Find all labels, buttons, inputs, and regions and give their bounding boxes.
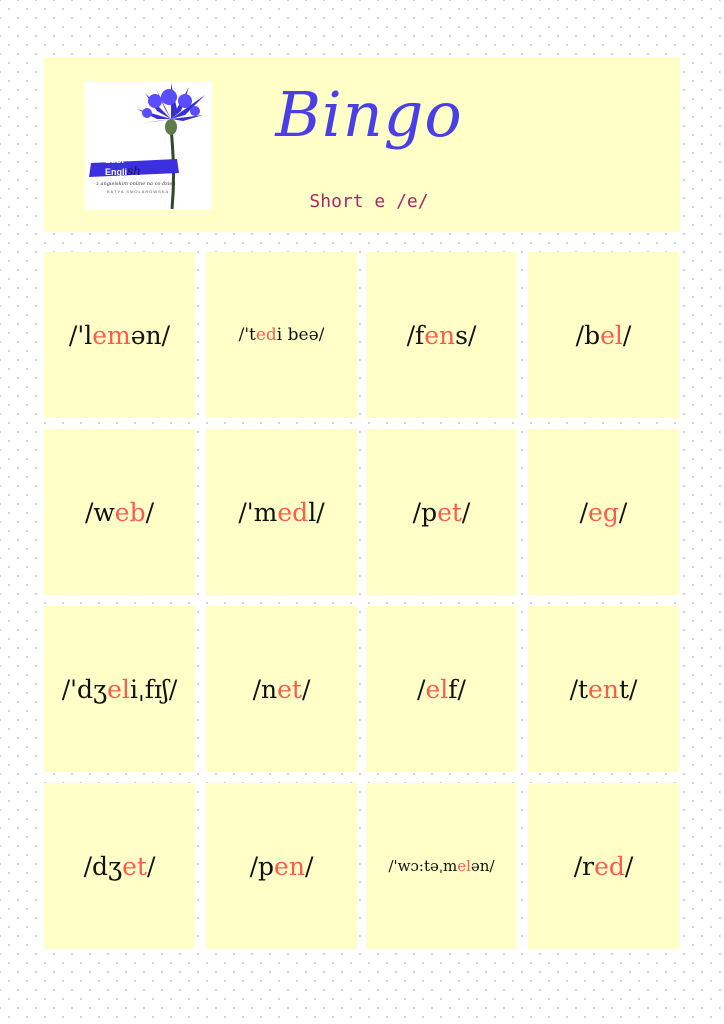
transcription-prefix: /dʒ — [83, 851, 123, 881]
card-transcription — [417, 675, 466, 704]
short-e-highlight: el — [457, 857, 471, 875]
card-transcription — [413, 498, 471, 527]
card-transcription — [576, 321, 632, 350]
transcription-suffix: i beə/ — [276, 325, 325, 345]
card-transcription — [574, 852, 634, 881]
transcription-prefix: /'m — [238, 497, 278, 527]
bingo-card — [44, 783, 195, 949]
transcription-suffix: / — [622, 320, 632, 350]
card-transcription — [85, 498, 154, 527]
short-e-highlight: en — [424, 320, 456, 350]
transcription-suffix: iˌfɪʃ/ — [129, 674, 178, 704]
transcription-suffix: t/ — [618, 674, 638, 704]
card-transcription — [69, 321, 170, 350]
bingo-card — [528, 606, 679, 772]
bingo-card — [206, 606, 357, 772]
transcription-prefix: / — [579, 497, 589, 527]
card-transcription — [570, 675, 638, 704]
card-transcription — [238, 498, 324, 527]
transcription-prefix: /'l — [68, 320, 93, 350]
bingo-card — [44, 429, 195, 595]
bingo-card — [366, 783, 517, 949]
lubienglish-logo — [85, 81, 212, 210]
short-e-highlight: eb — [114, 497, 146, 527]
short-e-highlight: et — [437, 497, 462, 527]
page-subtitle: Short e /e/ — [309, 191, 429, 212]
transcription-suffix: l/ — [308, 497, 325, 527]
short-e-highlight: el — [600, 320, 623, 350]
short-e-highlight: et — [122, 851, 147, 881]
bingo-card — [206, 429, 357, 595]
transcription-prefix: /w — [84, 497, 115, 527]
transcription-prefix: /p — [249, 851, 275, 881]
transcription-prefix: /b — [575, 320, 601, 350]
transcription-prefix: /f — [406, 320, 425, 350]
short-e-highlight: el — [425, 674, 449, 704]
bingo-card — [528, 429, 679, 595]
short-e-highlight: ed — [594, 851, 625, 881]
card-transcription — [84, 852, 156, 881]
transcription-suffix: ən/ — [130, 320, 171, 350]
transcription-suffix: / — [146, 851, 156, 881]
short-e-highlight: en — [588, 674, 619, 704]
page-title: Bingo — [275, 78, 463, 151]
short-e-highlight: ed — [255, 325, 277, 345]
card-transcription — [239, 325, 325, 345]
bingo-header — [44, 57, 680, 232]
transcription-suffix: / — [461, 497, 471, 527]
bingo-card — [366, 252, 517, 418]
card-transcription — [250, 852, 314, 881]
bingo-card — [206, 783, 357, 949]
card-transcription — [407, 321, 477, 350]
transcription-suffix: / — [145, 497, 155, 527]
transcription-suffix: / — [618, 497, 628, 527]
transcription-prefix: /n — [252, 674, 278, 704]
transcription-suffix: ən/ — [470, 857, 495, 875]
bingo-card — [528, 783, 679, 949]
card-transcription — [388, 857, 494, 875]
card-transcription — [62, 675, 178, 704]
transcription-suffix: f/ — [448, 674, 466, 704]
transcription-prefix: /'wɔ:təˌm — [388, 857, 458, 875]
transcription-prefix: /'t — [238, 325, 256, 345]
bingo-card — [44, 252, 195, 418]
bingo-card — [206, 252, 357, 418]
transcription-suffix: / — [624, 851, 634, 881]
transcription-suffix: / — [304, 851, 314, 881]
short-e-highlight: en — [274, 851, 305, 881]
logo-author: KATYA SMOLAROWSKA — [107, 189, 170, 194]
short-e-highlight: em — [92, 320, 131, 350]
transcription-prefix: / — [417, 674, 426, 704]
transcription-prefix: /'dʒ — [61, 674, 108, 704]
bingo-card — [528, 252, 679, 418]
logo-wordmark: Lubi English — [105, 155, 141, 178]
transcription-suffix: / — [301, 674, 311, 704]
short-e-highlight: el — [107, 674, 130, 704]
transcription-prefix: /r — [573, 851, 595, 881]
short-e-highlight: eg — [588, 497, 619, 527]
short-e-highlight: ed — [277, 497, 309, 527]
bingo-card — [366, 606, 517, 772]
bingo-card — [44, 606, 195, 772]
logo-tagline: - z angielskim online na co dzień — [93, 181, 176, 187]
card-transcription — [580, 498, 628, 527]
bingo-grid — [44, 252, 680, 952]
short-e-highlight: et — [277, 674, 302, 704]
bingo-card — [366, 429, 517, 595]
transcription-prefix: /t — [569, 674, 589, 704]
transcription-prefix: /p — [412, 497, 438, 527]
card-transcription — [253, 675, 311, 704]
transcription-suffix: s/ — [455, 320, 477, 350]
